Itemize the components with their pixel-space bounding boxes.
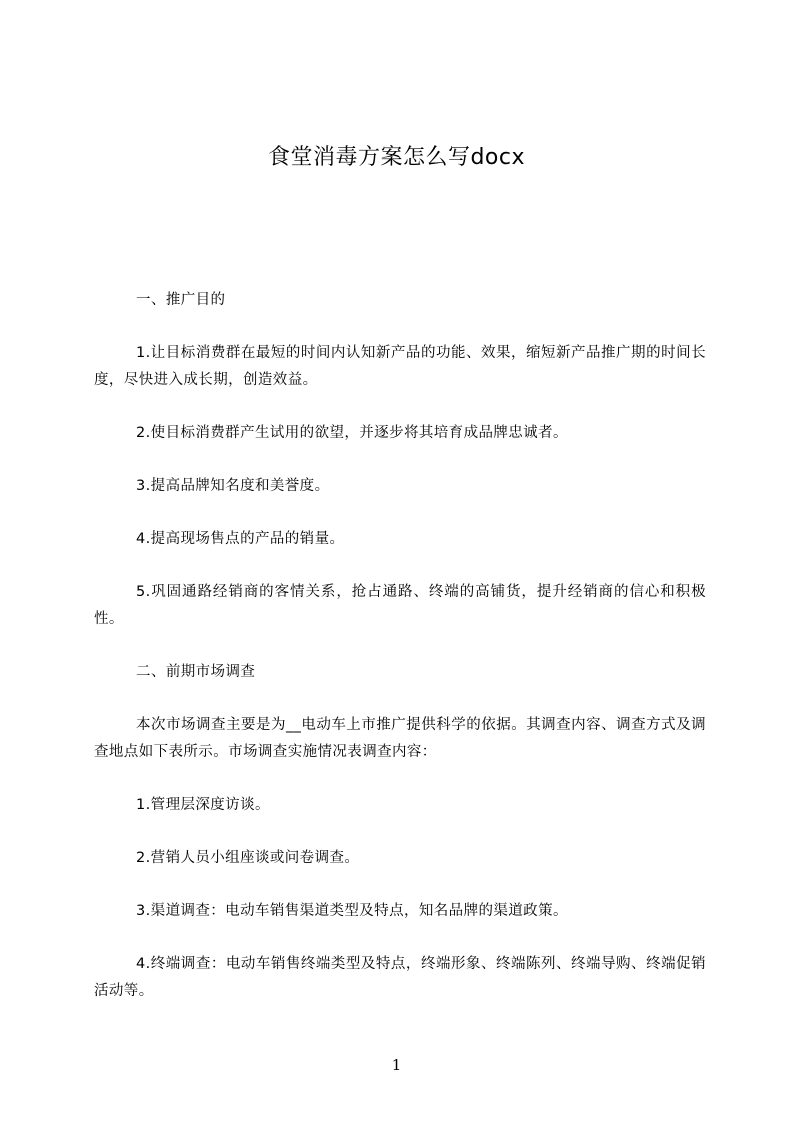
paragraph-goal-3: 3.提高品牌知名度和美誉度。: [136, 478, 330, 494]
paragraph-goal-2: 2.使目标消费群产生试用的欲望，并逐步将其培育成品牌忠诚者。: [136, 425, 568, 441]
paragraph-survey-intro: 本次市场调查主要是为__电动车上市推广提供科学的依据。其调查内容、调查方式及调查地点如下表所示。市场调查实施情况表调查内容：: [94, 717, 706, 760]
section-heading-promotion-goals: 一、推广目的: [136, 292, 226, 308]
document-body: [94, 287, 706, 1031]
paragraph-survey-item-3: 3.渠道调查：电动车销售渠道类型及特点，知名品牌的渠道政策。: [136, 903, 568, 919]
page-number: 1: [391, 1056, 402, 1074]
paragraph-goal-5: 5.巩固通路经销商的客情关系，抢占通路、终端的高铺货，提升经销商的信心和积极性。: [94, 584, 706, 627]
paragraph-survey-item-2: 2.营销人员小组座谈或问卷调查。: [136, 850, 360, 866]
paragraph-goal-4: 4.提高现场售点的产品的销量。: [136, 531, 345, 547]
section-heading-market-survey: 二、前期市场调查: [136, 664, 256, 680]
document-title: 食堂消毒方案怎么写docx: [267, 145, 526, 170]
paragraph-survey-item-1: 1.管理层深度访谈。: [136, 797, 270, 813]
paragraph-goal-1: 1.让目标消费群在最短的时间内认知新产品的功能、效果，缩短新产品推广期的时间长度，尽快进入成长期，创造效益。: [94, 345, 706, 388]
paragraph-survey-item-4: 4.终端调查：电动车销售终端类型及特点，终端形象、终端陈列、终端导购、终端促销活动等。: [94, 956, 706, 999]
